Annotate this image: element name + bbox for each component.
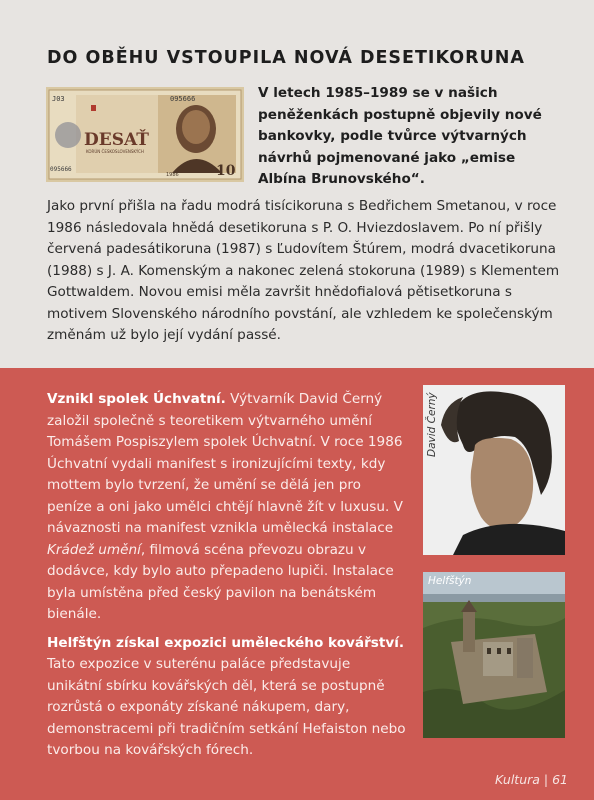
page-footer: Kultura | 61 <box>495 772 568 787</box>
lead-paragraph: V letech 1985–1989 se v našich peněženkách postupně objevily nové bankovky, podle tvůrce výtvarných návrhů pojmenované jako „emise Albína Brunovského“. <box>258 85 542 187</box>
banknote-image <box>46 87 244 182</box>
castle-photo <box>423 572 565 738</box>
paragraph-uchvatni <box>47 389 409 626</box>
serial-number-bottom: 095666 <box>50 166 72 173</box>
heading-helfstyn: Helfštýn získal expozici uměleckého kovářství. <box>47 634 405 651</box>
banknote-word: DESAŤ <box>84 130 149 150</box>
portrait-photo <box>423 385 565 555</box>
bottom-text <box>47 389 409 762</box>
banknote-subtitle: KORÚN ČESKOSLOVENSKÝCH <box>86 149 144 154</box>
banknote-denomination: 10 <box>216 163 236 179</box>
page-title: DO OBĚHU VSTOUPILA NOVÁ DESETIKORUNA <box>47 48 525 68</box>
italic-kradez: Krádež umění <box>47 541 141 558</box>
serial-number: 095666 <box>170 95 196 103</box>
body-paragraph: Jako první přišla na řadu modrá tisícikoruna s Bedřichem Smetanou, v roce 1986 následovala hnědá desetikoruna s P. O. Hviezdoslavem. Po ní přišly červená padesátikoruna (1987) s Ľudovítem Štúrem, modrá dvacetikoruna (1988) s J. A. Komenským a nakonec zelená stokoruna (1989) s Klementem Gottwaldem. Novou emisi měla završit hnědofialová pětisetkoruna s motivem Slovenského národního povstání, ale vzhledem ke společenským změnám už bylo její vydání passé. <box>47 198 560 343</box>
castle-caption: Helfštýn <box>428 575 472 587</box>
banknote-year: 1986 <box>166 172 179 178</box>
portrait-caption: David Černý <box>426 392 438 457</box>
text-uchvatni-a: Výtvarník David Černý založil společně s teoretikem výtvarného umění Tomášem Pospiszylem spolek Úchvatní. V roce 1986 Úchvatní vydali manifest s ironizujícími texty, kdy mottem bylo tvrzení, že umění se dělá jen pro peníze a oni jako umělci chtějí hlavně žít v luxusu. V návaznosti na manifest vznikla umělecká instalace <box>47 391 403 536</box>
serial-top: J03 <box>52 95 65 103</box>
text-helfstyn: Tato expozice v suterénu paláce představuje unikátní sbírku kovářských děl, která se postupně rozrůstá o exponáty získané nákupem, dary, demonstracemi při tradičním setkání Hefaiston nebo tvorbou na kovářských fórech. <box>47 656 406 758</box>
heading-uchvatni: Vznikl spolek Úchvatní. <box>47 391 226 407</box>
paragraph-helfstyn <box>47 633 409 762</box>
text-uchvatni-b: , filmová scéna převozu obrazu v dodávce, kdy bylo auto přepadeno lupiči. Instalace byla umístěna před český pavilon na benátském bienále. <box>47 541 394 622</box>
